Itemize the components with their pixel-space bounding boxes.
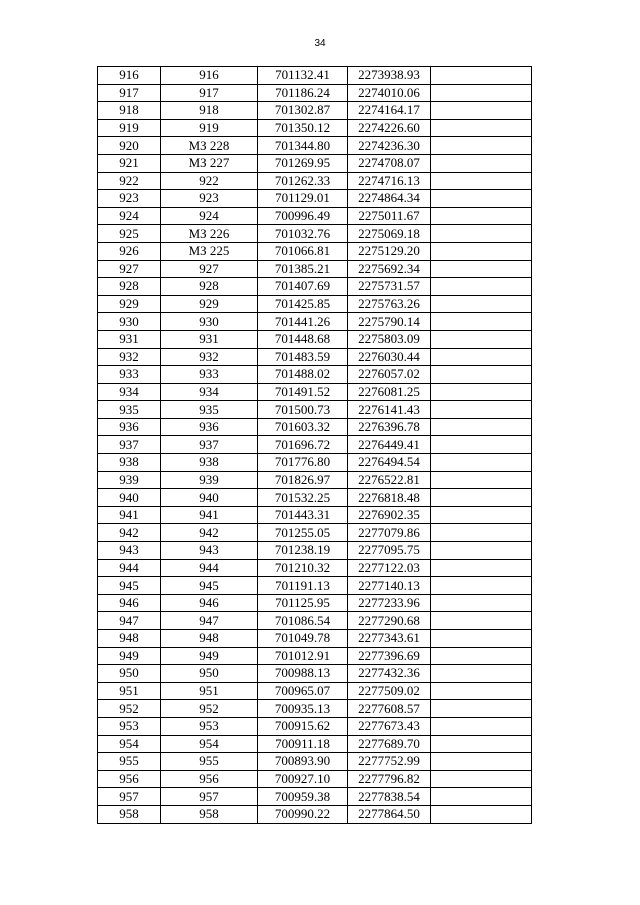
y-coordinate-cell: 2274226.60 [348,119,431,137]
x-coordinate-cell: 701186.24 [258,84,348,102]
empty-cell [431,647,532,665]
table-row [98,682,532,700]
row-number-cell: 950 [98,665,161,683]
empty-cell [431,506,532,524]
point-id-cell: 944 [161,559,258,577]
point-id-cell: 932 [161,348,258,366]
empty-cell [431,383,532,401]
table-row [98,647,532,665]
table-row [98,84,532,102]
row-number-cell: 920 [98,137,161,155]
table-row [98,559,532,577]
point-id-cell: 941 [161,506,258,524]
row-number-cell: 937 [98,436,161,454]
point-id-cell: 938 [161,454,258,472]
y-coordinate-cell: 2275129.20 [348,242,431,260]
point-id-cell: 940 [161,489,258,507]
empty-cell [431,577,532,595]
table-row [98,295,532,313]
x-coordinate-cell: 701488.02 [258,366,348,384]
table-row [98,313,532,331]
y-coordinate-cell: 2277140.13 [348,577,431,595]
empty-cell [431,735,532,753]
table-row [98,401,532,419]
table-row [98,665,532,683]
page-number: 34 [314,38,326,49]
table-row [98,102,532,120]
y-coordinate-cell: 2274010.06 [348,84,431,102]
y-coordinate-cell: 2277838.54 [348,788,431,806]
table-row [98,471,532,489]
point-id-cell: 931 [161,330,258,348]
empty-cell [431,454,532,472]
empty-cell [431,559,532,577]
point-id-cell: 927 [161,260,258,278]
row-number-cell: 940 [98,489,161,507]
y-coordinate-cell: 2277233.96 [348,594,431,612]
table-row [98,137,532,155]
x-coordinate-cell: 701210.32 [258,559,348,577]
x-coordinate-cell: 701032.76 [258,225,348,243]
table-row [98,330,532,348]
point-id-cell: 929 [161,295,258,313]
point-id-cell: 930 [161,313,258,331]
table-row [98,788,532,806]
table-row [98,577,532,595]
table-row [98,594,532,612]
point-id-cell: 946 [161,594,258,612]
y-coordinate-cell: 2277343.61 [348,630,431,648]
row-number-cell: 921 [98,154,161,172]
point-id-cell: МЗ 225 [161,242,258,260]
coordinates-table-body [98,67,532,824]
y-coordinate-cell: 2276141.43 [348,401,431,419]
row-number-cell: 956 [98,770,161,788]
row-number-cell: 958 [98,805,161,823]
table-row [98,436,532,454]
table-row [98,242,532,260]
y-coordinate-cell: 2277432.36 [348,665,431,683]
y-coordinate-cell: 2276057.02 [348,366,431,384]
empty-cell [431,788,532,806]
empty-cell [431,242,532,260]
table-row [98,753,532,771]
empty-cell [431,330,532,348]
y-coordinate-cell: 2277689.70 [348,735,431,753]
table-row [98,630,532,648]
table-row [98,805,532,823]
empty-cell [431,594,532,612]
point-id-cell: 951 [161,682,258,700]
table-row [98,612,532,630]
empty-cell [431,190,532,208]
empty-cell [431,84,532,102]
table-row [98,172,532,190]
x-coordinate-cell: 701049.78 [258,630,348,648]
y-coordinate-cell: 2276494.54 [348,454,431,472]
empty-cell [431,524,532,542]
empty-cell [431,172,532,190]
point-id-cell: 947 [161,612,258,630]
empty-cell [431,348,532,366]
x-coordinate-cell: 701086.54 [258,612,348,630]
row-number-cell: 946 [98,594,161,612]
empty-cell [431,489,532,507]
empty-cell [431,260,532,278]
empty-cell [431,137,532,155]
table-row [98,700,532,718]
empty-cell [431,207,532,225]
row-number-cell: 945 [98,577,161,595]
y-coordinate-cell: 2275011.67 [348,207,431,225]
row-number-cell: 916 [98,67,161,85]
empty-cell [431,119,532,137]
y-coordinate-cell: 2277864.50 [348,805,431,823]
x-coordinate-cell: 700959.38 [258,788,348,806]
row-number-cell: 918 [98,102,161,120]
y-coordinate-cell: 2276030.44 [348,348,431,366]
point-id-cell: МЗ 227 [161,154,258,172]
row-number-cell: 923 [98,190,161,208]
point-id-cell: 935 [161,401,258,419]
row-number-cell: 949 [98,647,161,665]
row-number-cell: 938 [98,454,161,472]
row-number-cell: 954 [98,735,161,753]
x-coordinate-cell: 701441.26 [258,313,348,331]
table-row [98,418,532,436]
row-number-cell: 939 [98,471,161,489]
y-coordinate-cell: 2277095.75 [348,542,431,560]
empty-cell [431,102,532,120]
empty-cell [431,805,532,823]
y-coordinate-cell: 2276818.48 [348,489,431,507]
empty-cell [431,225,532,243]
row-number-cell: 924 [98,207,161,225]
y-coordinate-cell: 2273938.93 [348,67,431,85]
y-coordinate-cell: 2276902.35 [348,506,431,524]
y-coordinate-cell: 2276522.81 [348,471,431,489]
row-number-cell: 943 [98,542,161,560]
row-number-cell: 936 [98,418,161,436]
x-coordinate-cell: 700988.13 [258,665,348,683]
point-id-cell: 958 [161,805,258,823]
x-coordinate-cell: 701532.25 [258,489,348,507]
point-id-cell: 937 [161,436,258,454]
x-coordinate-cell: 701129.01 [258,190,348,208]
row-number-cell: 922 [98,172,161,190]
x-coordinate-cell: 701425.85 [258,295,348,313]
empty-cell [431,366,532,384]
y-coordinate-cell: 2276449.41 [348,436,431,454]
point-id-cell: 934 [161,383,258,401]
x-coordinate-cell: 701302.87 [258,102,348,120]
point-id-cell: 916 [161,67,258,85]
y-coordinate-cell: 2277608.57 [348,700,431,718]
y-coordinate-cell: 2275731.57 [348,278,431,296]
table-row [98,717,532,735]
table-row [98,383,532,401]
row-number-cell: 919 [98,119,161,137]
table-row [98,524,532,542]
row-number-cell: 935 [98,401,161,419]
row-number-cell: 927 [98,260,161,278]
empty-cell [431,542,532,560]
y-coordinate-cell: 2275763.26 [348,295,431,313]
x-coordinate-cell: 701344.80 [258,137,348,155]
row-number-cell: 941 [98,506,161,524]
table-row [98,207,532,225]
empty-cell [431,278,532,296]
table-row [98,154,532,172]
x-coordinate-cell: 701125.95 [258,594,348,612]
row-number-cell: 951 [98,682,161,700]
x-coordinate-cell: 701350.12 [258,119,348,137]
point-id-cell: 942 [161,524,258,542]
row-number-cell: 928 [98,278,161,296]
empty-cell [431,682,532,700]
y-coordinate-cell: 2275069.18 [348,225,431,243]
row-number-cell: 942 [98,524,161,542]
y-coordinate-cell: 2274236.30 [348,137,431,155]
x-coordinate-cell: 701066.81 [258,242,348,260]
x-coordinate-cell: 700911.18 [258,735,348,753]
point-id-cell: 939 [161,471,258,489]
point-id-cell: 955 [161,753,258,771]
row-number-cell: 955 [98,753,161,771]
y-coordinate-cell: 2275692.34 [348,260,431,278]
table-row [98,366,532,384]
row-number-cell: 931 [98,330,161,348]
table-row [98,735,532,753]
empty-cell [431,295,532,313]
row-number-cell: 926 [98,242,161,260]
point-id-cell: 949 [161,647,258,665]
y-coordinate-cell: 2274708.07 [348,154,431,172]
row-number-cell: 957 [98,788,161,806]
x-coordinate-cell: 700990.22 [258,805,348,823]
empty-cell [431,770,532,788]
y-coordinate-cell: 2274164.17 [348,102,431,120]
empty-cell [431,313,532,331]
y-coordinate-cell: 2277752.99 [348,753,431,771]
y-coordinate-cell: 2277396.69 [348,647,431,665]
x-coordinate-cell: 701776.80 [258,454,348,472]
table-row [98,225,532,243]
table-row [98,506,532,524]
x-coordinate-cell: 701132.41 [258,67,348,85]
point-id-cell: 928 [161,278,258,296]
x-coordinate-cell: 700893.90 [258,753,348,771]
point-id-cell: 933 [161,366,258,384]
point-id-cell: 943 [161,542,258,560]
x-coordinate-cell: 700965.07 [258,682,348,700]
x-coordinate-cell: 701500.73 [258,401,348,419]
x-coordinate-cell: 701012.91 [258,647,348,665]
point-id-cell: 919 [161,119,258,137]
table-row [98,119,532,137]
x-coordinate-cell: 701407.69 [258,278,348,296]
table-row [98,260,532,278]
table-row [98,278,532,296]
y-coordinate-cell: 2277290.68 [348,612,431,630]
x-coordinate-cell: 701238.19 [258,542,348,560]
row-number-cell: 930 [98,313,161,331]
table-row [98,542,532,560]
empty-cell [431,154,532,172]
row-number-cell: 948 [98,630,161,648]
row-number-cell: 925 [98,225,161,243]
x-coordinate-cell: 700915.62 [258,717,348,735]
table-row [98,67,532,85]
x-coordinate-cell: 701448.68 [258,330,348,348]
empty-cell [431,717,532,735]
point-id-cell: МЗ 228 [161,137,258,155]
row-number-cell: 932 [98,348,161,366]
empty-cell [431,700,532,718]
table-row [98,190,532,208]
x-coordinate-cell: 701255.05 [258,524,348,542]
point-id-cell: 948 [161,630,258,648]
row-number-cell: 933 [98,366,161,384]
point-id-cell: 936 [161,418,258,436]
y-coordinate-cell: 2274716.13 [348,172,431,190]
row-number-cell: 947 [98,612,161,630]
empty-cell [431,401,532,419]
table-row [98,348,532,366]
point-id-cell: МЗ 226 [161,225,258,243]
y-coordinate-cell: 2274864.34 [348,190,431,208]
row-number-cell: 953 [98,717,161,735]
y-coordinate-cell: 2277673.43 [348,717,431,735]
row-number-cell: 934 [98,383,161,401]
empty-cell [431,753,532,771]
y-coordinate-cell: 2275803.09 [348,330,431,348]
x-coordinate-cell: 700935.13 [258,700,348,718]
row-number-cell: 917 [98,84,161,102]
point-id-cell: 917 [161,84,258,102]
y-coordinate-cell: 2277509.02 [348,682,431,700]
point-id-cell: 956 [161,770,258,788]
point-id-cell: 923 [161,190,258,208]
point-id-cell: 924 [161,207,258,225]
empty-cell [431,436,532,454]
y-coordinate-cell: 2276081.25 [348,383,431,401]
point-id-cell: 953 [161,717,258,735]
point-id-cell: 950 [161,665,258,683]
point-id-cell: 952 [161,700,258,718]
y-coordinate-cell: 2277079.86 [348,524,431,542]
y-coordinate-cell: 2276396.78 [348,418,431,436]
y-coordinate-cell: 2277122.03 [348,559,431,577]
table-row [98,489,532,507]
point-id-cell: 918 [161,102,258,120]
empty-cell [431,418,532,436]
x-coordinate-cell: 701696.72 [258,436,348,454]
row-number-cell: 944 [98,559,161,577]
x-coordinate-cell: 701262.33 [258,172,348,190]
x-coordinate-cell: 700927.10 [258,770,348,788]
x-coordinate-cell: 701191.13 [258,577,348,595]
point-id-cell: 922 [161,172,258,190]
point-id-cell: 945 [161,577,258,595]
row-number-cell: 929 [98,295,161,313]
x-coordinate-cell: 701269.95 [258,154,348,172]
empty-cell [431,665,532,683]
x-coordinate-cell: 701491.52 [258,383,348,401]
empty-cell [431,630,532,648]
point-id-cell: 957 [161,788,258,806]
x-coordinate-cell: 701385.21 [258,260,348,278]
x-coordinate-cell: 700996.49 [258,207,348,225]
point-id-cell: 954 [161,735,258,753]
empty-cell [431,471,532,489]
empty-cell [431,612,532,630]
table-row [98,770,532,788]
y-coordinate-cell: 2277796.82 [348,770,431,788]
coordinates-table [97,66,532,824]
empty-cell [431,67,532,85]
x-coordinate-cell: 701483.59 [258,348,348,366]
row-number-cell: 952 [98,700,161,718]
x-coordinate-cell: 701603.32 [258,418,348,436]
x-coordinate-cell: 701443.31 [258,506,348,524]
x-coordinate-cell: 701826.97 [258,471,348,489]
table-row [98,454,532,472]
y-coordinate-cell: 2275790.14 [348,313,431,331]
